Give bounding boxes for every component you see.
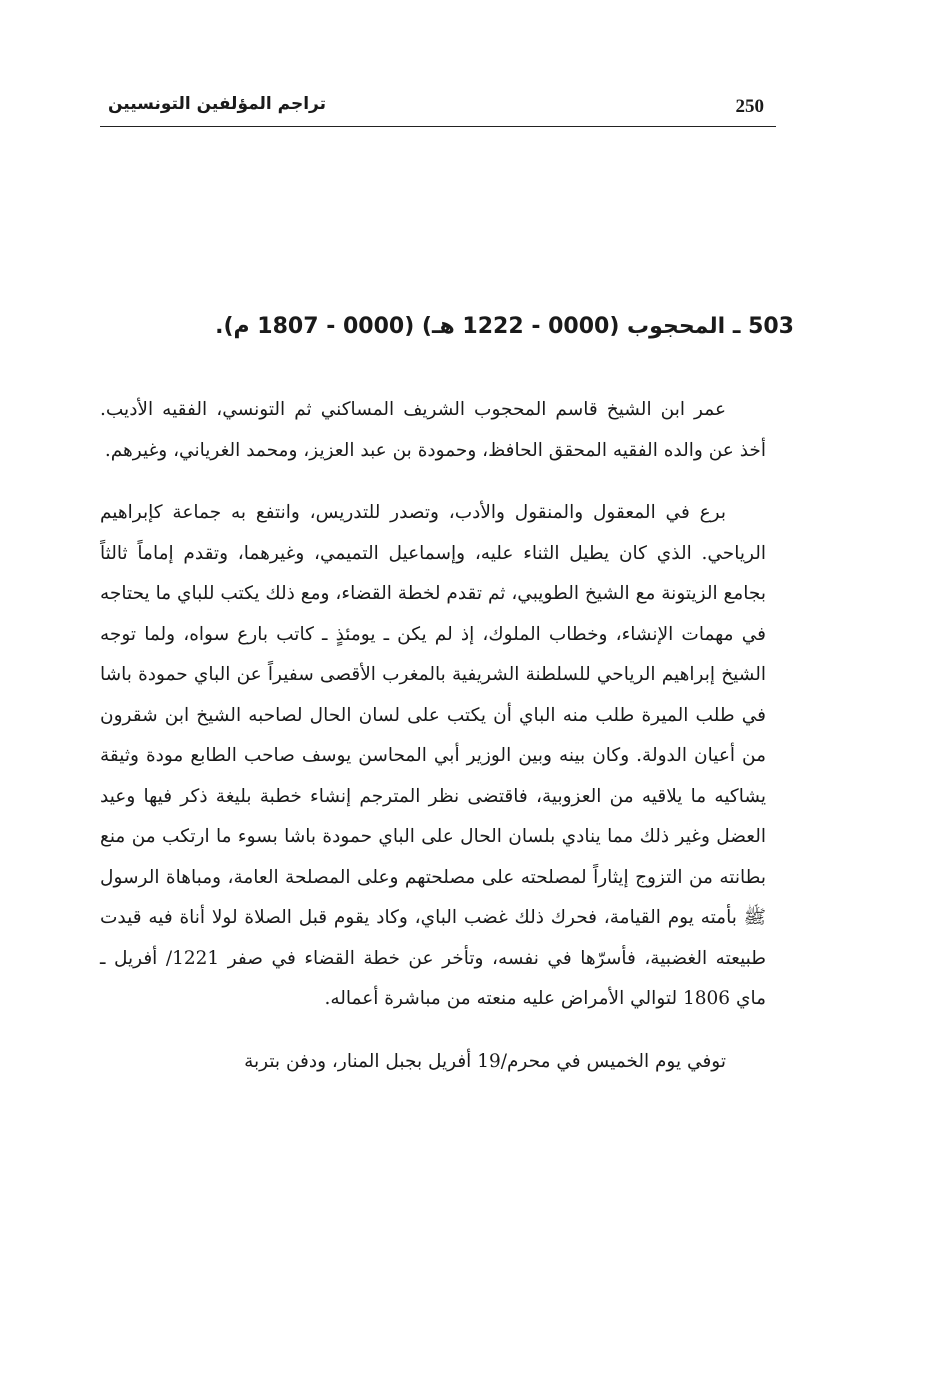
running-title: تراجم المؤلفين التونسيين: [108, 94, 326, 114]
paragraph-career: برع في المعقول والمنقول والأدب، وتصدر للتدريس، وانتفع به جماعة كإبراهيم الرياحي. الذي كان يطيل الثناء عليه، وإسماعيل التميمي، وغيرهما، وتقدم إماماً ثالثاً بجامع الزيتونة مع الشيخ الطويبي، ثم تقدم لخطة القضاء، ومع ذلك يكتب للباي ما يحتاجه في مهمات الإنشاء، وخطاب الملوك، إذ لم يكن ـ يومئذٍ ـ كاتب بارع سواه، ولما توجه الشيخ إبراهيم الرياحي للسلطنة الشريفية بالمغرب الأقصى سفيراً عن الباي حمودة باشا في طلب الميرة طلب منه الباي أن يكتب على لسان الحال لصاحبه الشيخ ابن شقرون من أعيان الدولة. وكان بينه وبين الوزير أبي المحاسن يوسف صاحب الطابع مودة وثيقة يشاكيه ما يلاقيه من العزوبية، فاقتضى نظر المترجم إنشاء خطبة بليغة ذكر فيها وعيد العضل وغير ذلك مما ينادي بلسان الحال على الباي حمودة باشا بسوء ما ارتكب من منع بطانته من التزوج إيثاراً لمصلحته على مصلحتهم وعلى المصلحة العامة، ومباهاة الرسول ﷺ بأمته يوم القيامة، فحرك ذلك غضب الباي، وكاد يقوم قبل الصلاة لولا أناة فيه قيدت طبيعته الغضبية، فأسرّها في نفسه، وتأخر عن خطة القضاء في صفر 1221/ أفريل ـ ماي 1806 لتوالي الأمراض عليه منعته من مباشرة أعماله.: [100, 502, 766, 1009]
page-number: 250: [735, 96, 764, 117]
entry-heading: 503 ـ المحجوب (0000 - 1222 هـ) (0000 - 1807 م).: [215, 314, 794, 339]
paragraph-biography-intro: عمر ابن الشيخ قاسم المحجوب الشريف المساكني ثم التونسي، الفقيه الأديب. أخذ عن والده الفقيه المحقق الحافظ، وحمودة بن عبد العزيز، ومحمد الغرياني، وغيرهم.: [100, 399, 766, 461]
running-header: [100, 92, 776, 127]
paragraph-death: توفي يوم الخميس في محرم/19 أفريل بجبل المنار، ودفن بتربة: [244, 1050, 726, 1072]
entry-body: [100, 390, 766, 1082]
